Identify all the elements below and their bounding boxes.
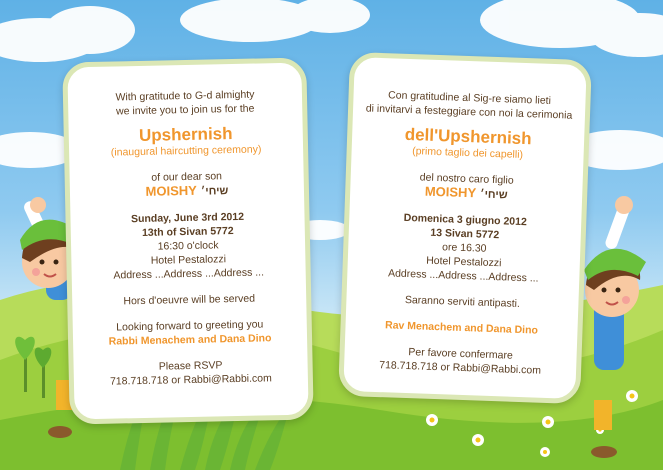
intro-line-1: With gratitude to G-d almighty bbox=[115, 88, 255, 104]
rsvp-label-it: Per favore confermare bbox=[408, 346, 514, 362]
event-date-it: Domenica 3 giugno 2012 bbox=[403, 211, 528, 229]
venue-address: Address ...Address ...Address ... bbox=[113, 266, 265, 282]
hebrew-date: 13th of Sivan 5772 bbox=[141, 225, 234, 239]
hebrew-date-it: 13 Sivan 5772 bbox=[430, 226, 500, 242]
event-date: Sunday, June 3rd 2012 bbox=[130, 210, 245, 226]
refreshments-note-it: Saranno serviti antipasti. bbox=[404, 293, 521, 310]
intro-line-2: we invite you to join us for the bbox=[115, 102, 255, 118]
event-title: Upshernish bbox=[138, 124, 233, 146]
hosts-names-it: Rav Menachem and Dana Dino bbox=[384, 319, 539, 337]
venue-address-it: Address ...Address ...Address ... bbox=[387, 267, 539, 285]
event-time-it: ore 16.30 bbox=[441, 241, 487, 255]
hosts-names: Rabbi Menachem and Dana Dino bbox=[108, 332, 272, 348]
child-hebrew-suffix-it: שיחי׳ bbox=[479, 188, 508, 202]
child-name-it: MOISHY bbox=[424, 183, 477, 201]
venue-name: Hotel Pestalozzi bbox=[150, 253, 227, 267]
event-time: 16:30 o'clock bbox=[157, 239, 219, 253]
greeting-line: Looking forward to greeting you bbox=[116, 318, 264, 334]
son-intro: of our dear son bbox=[151, 170, 223, 184]
contact-info: 718.718.718 or Rabbi@Rabbi.com bbox=[109, 372, 272, 388]
rsvp-label: Please RSVP bbox=[158, 359, 223, 373]
event-title-it: dell'Upshernish bbox=[404, 124, 532, 149]
contact-info-it: 718.718.718 or Rabbi@Rabbi.com bbox=[379, 359, 542, 377]
intro-line-2-it: di invitarvi a festeggiare con noi la cerimonia bbox=[365, 102, 573, 122]
refreshments-note: Hors d'oeuvre will be served bbox=[123, 292, 256, 308]
intro-line-1-it: Con gratitudine al Sig-re siamo lieti bbox=[387, 89, 552, 107]
child-hebrew-suffix: שיחי׳ bbox=[200, 185, 229, 198]
event-subtitle-it: (primo taglio dei capelli) bbox=[411, 145, 524, 161]
invitation-card-italian bbox=[338, 52, 592, 404]
event-subtitle: (inaugural haircutting ceremony) bbox=[110, 143, 262, 159]
venue-name-it: Hotel Pestalozzi bbox=[425, 254, 502, 270]
invitation-card-english bbox=[62, 57, 314, 424]
child-name: MOISHY bbox=[145, 182, 198, 199]
son-intro-it: del nostro caro figlio bbox=[419, 171, 514, 187]
